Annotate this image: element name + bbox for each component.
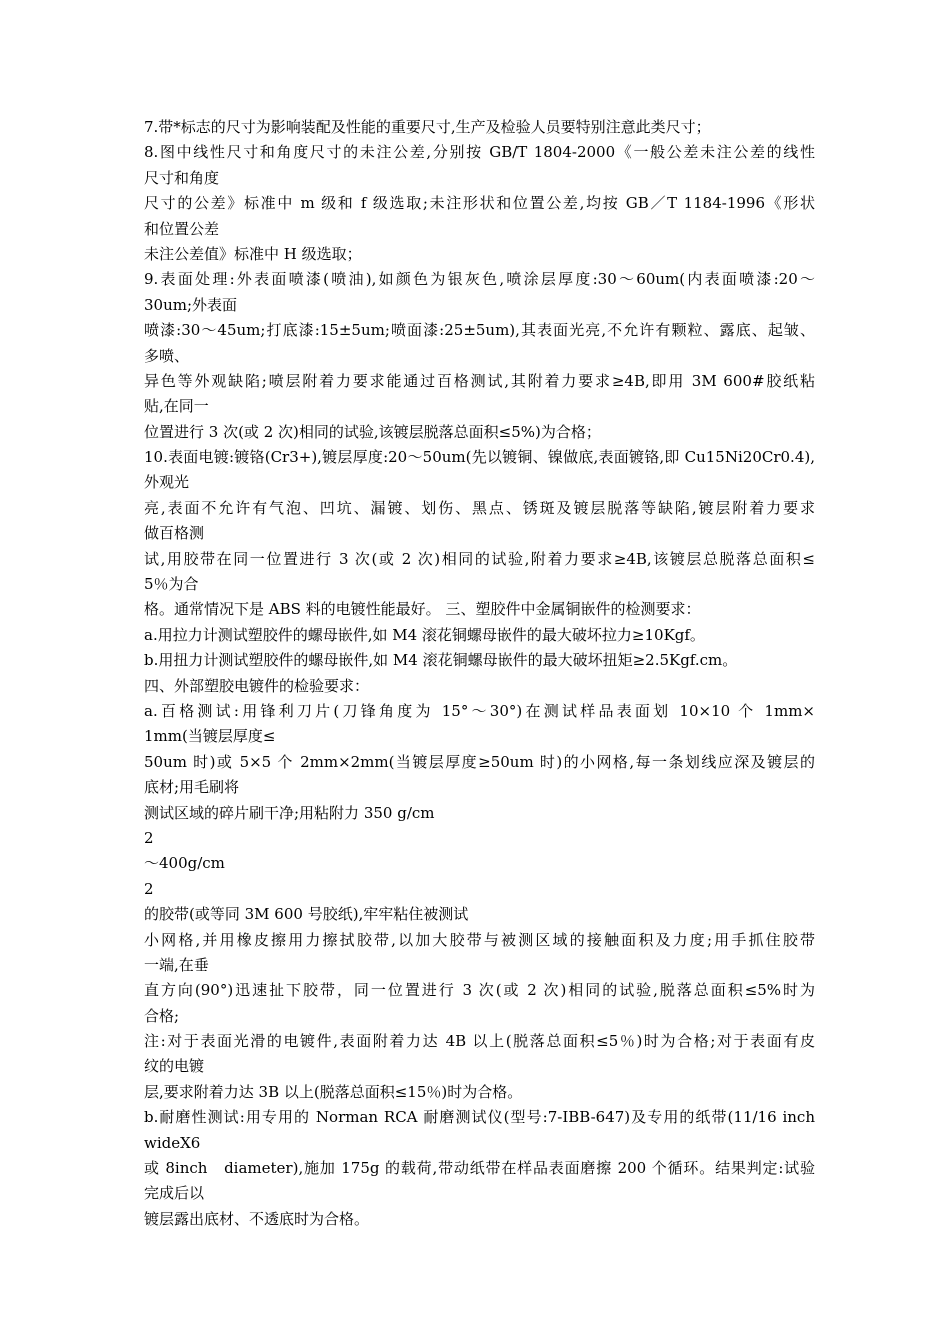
text-line: 多喷、 [144, 346, 190, 365]
text-line: 2 [144, 828, 154, 847]
text-line: 注:对于表面光滑的电镀件,表面附着力达 4B 以上(脱落总面积≤5％)时为合格;对于表面有皮 [144, 1032, 815, 1051]
text-line: 10.表面电镀:镀铬(Cr3+),镀层厚度:20～50um(先以镀铜、镍做底,表面镀铬,即 Cu15Ni20Cr0.4), [144, 448, 815, 467]
text-line: 尺寸的公差》标准中 m 级和 f 级选取;未注形状和位置公差,均按 GB／T 1184-1996《形状 [144, 194, 815, 213]
text-line: 底材;用毛刷将 [144, 778, 240, 797]
text-line: 测试区域的碎片刷干净;用粘附力 350 g/cm [144, 803, 435, 822]
text-line: 外观光 [144, 473, 190, 492]
text-line: 完成后以 [144, 1184, 205, 1203]
text-line: 5％为合 [144, 575, 199, 594]
text-line: 镀层露出底材、不透底时为合格。 [144, 1209, 370, 1228]
text-line: a.用拉力计测试塑胶件的螺母嵌件,如 M4 滚花铜螺母嵌件的最大破坏拉力≥10Kgf。 [144, 625, 705, 644]
text-line: 一端,在垂 [144, 955, 209, 974]
text-line: 异色等外观缺陷;喷层附着力要求能通过百格测试,其附着力要求≥4B,即用 3M 600#胶纸粘 [144, 371, 815, 390]
text-line: 纹的电镀 [144, 1057, 205, 1076]
text-line: 8.图中线性尺寸和角度尺寸的未注公差,分别按 GB/T 1804-2000《一般公差未注公差的线性 [144, 143, 815, 162]
text-line: ～400g/cm [144, 854, 225, 873]
text-line: 直方向(90°)迅速扯下胶带，同一位置进行 3 次(或 2 次)相同的试验,脱落总面积≤5%时为 [144, 981, 815, 1000]
text-line: 和位置公差 [144, 219, 220, 238]
text-line: 尺寸和角度 [144, 168, 220, 187]
text-line: 位置进行 3 次(或 2 次)相同的试验,该镀层脱落总面积≤5%)为合格； [144, 422, 601, 441]
text-line: 30um;外表面 [144, 295, 238, 314]
text-line: b.用扭力计测试塑胶件的螺母嵌件,如 M4 滚花铜螺母嵌件的最大破坏扭矩≥2.5Kgf.cm。 [144, 651, 738, 670]
text-line: 2 [144, 879, 154, 898]
text-line: 做百格测 [144, 524, 205, 543]
text-line: 格。通常情况下是 ABS 料的电镀性能最好。 三、塑胶件中金属铜嵌件的检测要求： [144, 600, 701, 619]
text-line: 未注公差值》标准中 H 级选取； [144, 244, 362, 263]
text-line: a.百格测试:用锋利刀片(刀锋角度为 15°～30°)在测试样品表面划 10×10 个 1mm× [144, 701, 815, 720]
text-line: 1mm(当镀层厚度≤ [144, 727, 276, 746]
text-line: 试,用胶带在同一位置进行 3 次(或 2 次)相同的试验,附着力要求≥4B,该镀层总脱落总面积≤ [144, 549, 815, 568]
text-line: wideX6 [144, 1133, 201, 1152]
text-line: 9.表面处理:外表面喷漆(喷油),如颜色为银灰色,喷涂层厚度:30～60um(内表面喷漆:20～ [144, 270, 815, 289]
text-line: 贴,在同一 [144, 397, 209, 416]
text-line: 亮,表面不允许有气泡、凹坑、漏镀、划伤、黑点、锈斑及镀层脱落等缺陷,镀层附着力要求 [144, 498, 815, 517]
text-line: 7.带*标志的尺寸为影响装配及性能的重要尺寸,生产及检验人员要特别注意此类尺寸； [144, 118, 711, 136]
text-line: 或 8inch diameter),施加 175g 的载荷,带动纸带在样品表面磨擦 200 个循环。结果判定:试验 [144, 1159, 815, 1178]
text-line: 小网格,并用橡皮擦用力擦拭胶带,以加大胶带与被测区域的接触面积及力度;用手抓住胶带 [144, 930, 815, 949]
text-line: 的胶带(或等同 3M 600 号胶纸),牢牢粘住被测试 [144, 905, 469, 924]
document-body [144, 115, 815, 1232]
text-line: 喷漆:30～45um;打底漆:15±5um;喷面漆:25±5um),其表面光亮,不允许有颗粒、露底、起皱、 [144, 321, 815, 340]
text-line: b.耐磨性测试:用专用的 Norman RCA 耐磨测试仪(型号:7-IBB-647)及专用的纸带(11/16 inch [144, 1108, 815, 1127]
text-line: 层,要求附着力达 3B 以上(脱落总面积≤15％)时为合格。 [144, 1082, 523, 1101]
text-line: 50um 时)或 5×5 个 2mm×2mm(当镀层厚度≥50um 时)的小网格,每一条划线应深及镀层的 [144, 752, 815, 771]
text-line: 合格; [144, 1006, 180, 1025]
text-line: 四、外部塑胶电镀件的检验要求： [144, 676, 370, 695]
